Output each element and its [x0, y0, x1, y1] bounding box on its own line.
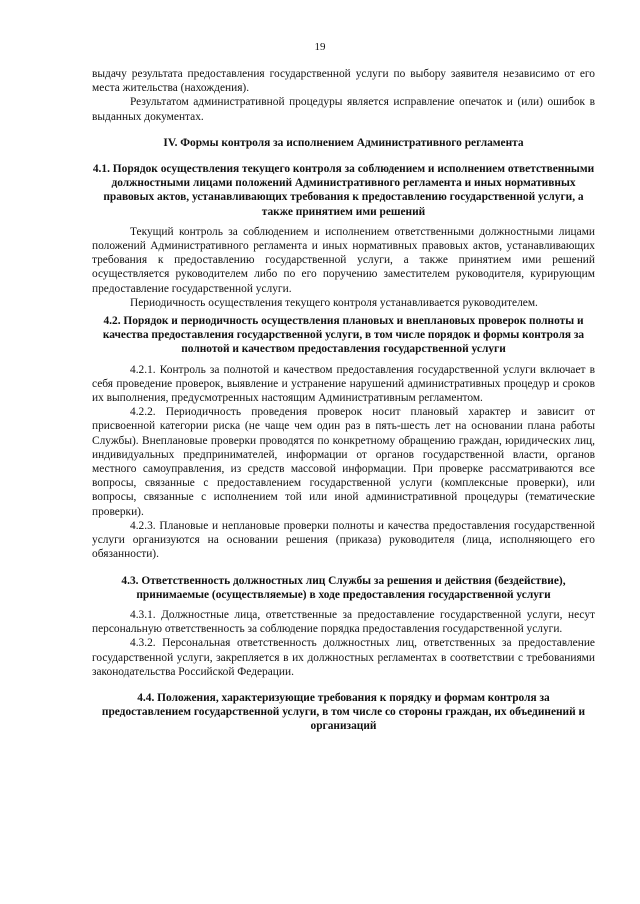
section-heading-iv: IV. Формы контроля за исполнением Административного регламента: [163, 136, 524, 149]
paragraph-continuation: выдачу результата предоставления государственной услуги по выбору заявителя независимо от его места жительства (нахождения).: [92, 68, 595, 95]
paragraph-4-3-1: 4.3.1. Должностные лица, ответственные за предоставление государственной услуги, несут персональную ответственность за соблюдение порядка предоставления государственной услуги.: [92, 608, 595, 636]
subsection-heading-4-2: 4.2. Порядок и периодичность осуществления плановых и внеплановых проверок полноты и качества предоставления государственной услуги, в том числе порядок и формы контроля за полнотой и качеством предоставления государственной услуги: [102, 315, 585, 356]
page-content: [92, 67, 595, 740]
paragraph-4-1-current-control: Текущий контроль за соблюдением и исполнением ответственными должностными лицами положений Административного регламента и иных нормативных правовых актов, устанавливающих требования к предоставлению государственной услуги, а также принятием ими решений осуществляется руководителем либо по его поручению заместителем руководителя, курирующим предоставление государственной услуги.: [92, 225, 595, 295]
subsection-heading-4-3: 4.3. Ответственность должностных лиц Службы за решения и действия (бездействие), принимаемые (осуществляемые) в ходе предоставления государственной услуги: [121, 574, 566, 601]
paragraph-4-2-3: 4.2.3. Плановые и неплановые проверки полноты и качества предоставления государственной услуги организуются на основании решения (приказа) руководителя (лица, исполняющего его обязанности).: [92, 519, 595, 561]
subsection-heading-4-1: 4.1. Порядок осуществления текущего контроля за соблюдением и исполнением ответственными должностными лицами положений Административного регламента и иных нормативных правовых актов, устанавливающих требования к предоставлению государственной услуги, а также принятием ими решений: [92, 163, 595, 218]
paragraph-4-3-2: 4.3.2. Персональная ответственность должностных лиц, ответственных за предоставление государственной услуги, закрепляется в их должностных регламентах в соответствии с требованиями законодательства Российской Федерации.: [92, 637, 595, 678]
paragraph-result: Результатом административной процедуры является исправление опечаток и (или) ошибок в выданных документах.: [92, 96, 595, 123]
paragraph-4-1-periodicity: Периодичность осуществления текущего контроля устанавливается руководителем.: [130, 296, 538, 309]
paragraph-4-2-1: 4.2.1. Контроль за полнотой и качеством предоставления государственной услуги включает в себя проведение проверок, выявление и устранение нарушений административных процедур и сроков их выполнения, предусмотренных настоящим Административным регламентом.: [92, 363, 595, 405]
page-number: 19: [314, 41, 326, 53]
subsection-heading-4-4: 4.4. Положения, характеризующие требования к порядку и формам контроля за предоставлением государственной услуги, в том числе со стороны граждан, их объединений и организаций: [101, 691, 586, 733]
paragraph-4-2-2: 4.2.2. Периодичность проведения проверок носит плановый характер и зависит от присвоенной категории риска (не чаще чем один раз в пять-шесть лет на основании плана работы Службы). Внеплановые проверки проводятся по конкретному обращению граждан, юридических лиц, индивидуальных предпринимателей, информации от органов государственной власти, органов местного самоуправления, из средств массовой информации. При проверке рассматриваются все вопросы, связанные с предоставлением государственной услуги (комплексные проверки), или вопросы, связанные с исполнением той или иной административной процедуры (тематические проверки).: [92, 406, 595, 518]
